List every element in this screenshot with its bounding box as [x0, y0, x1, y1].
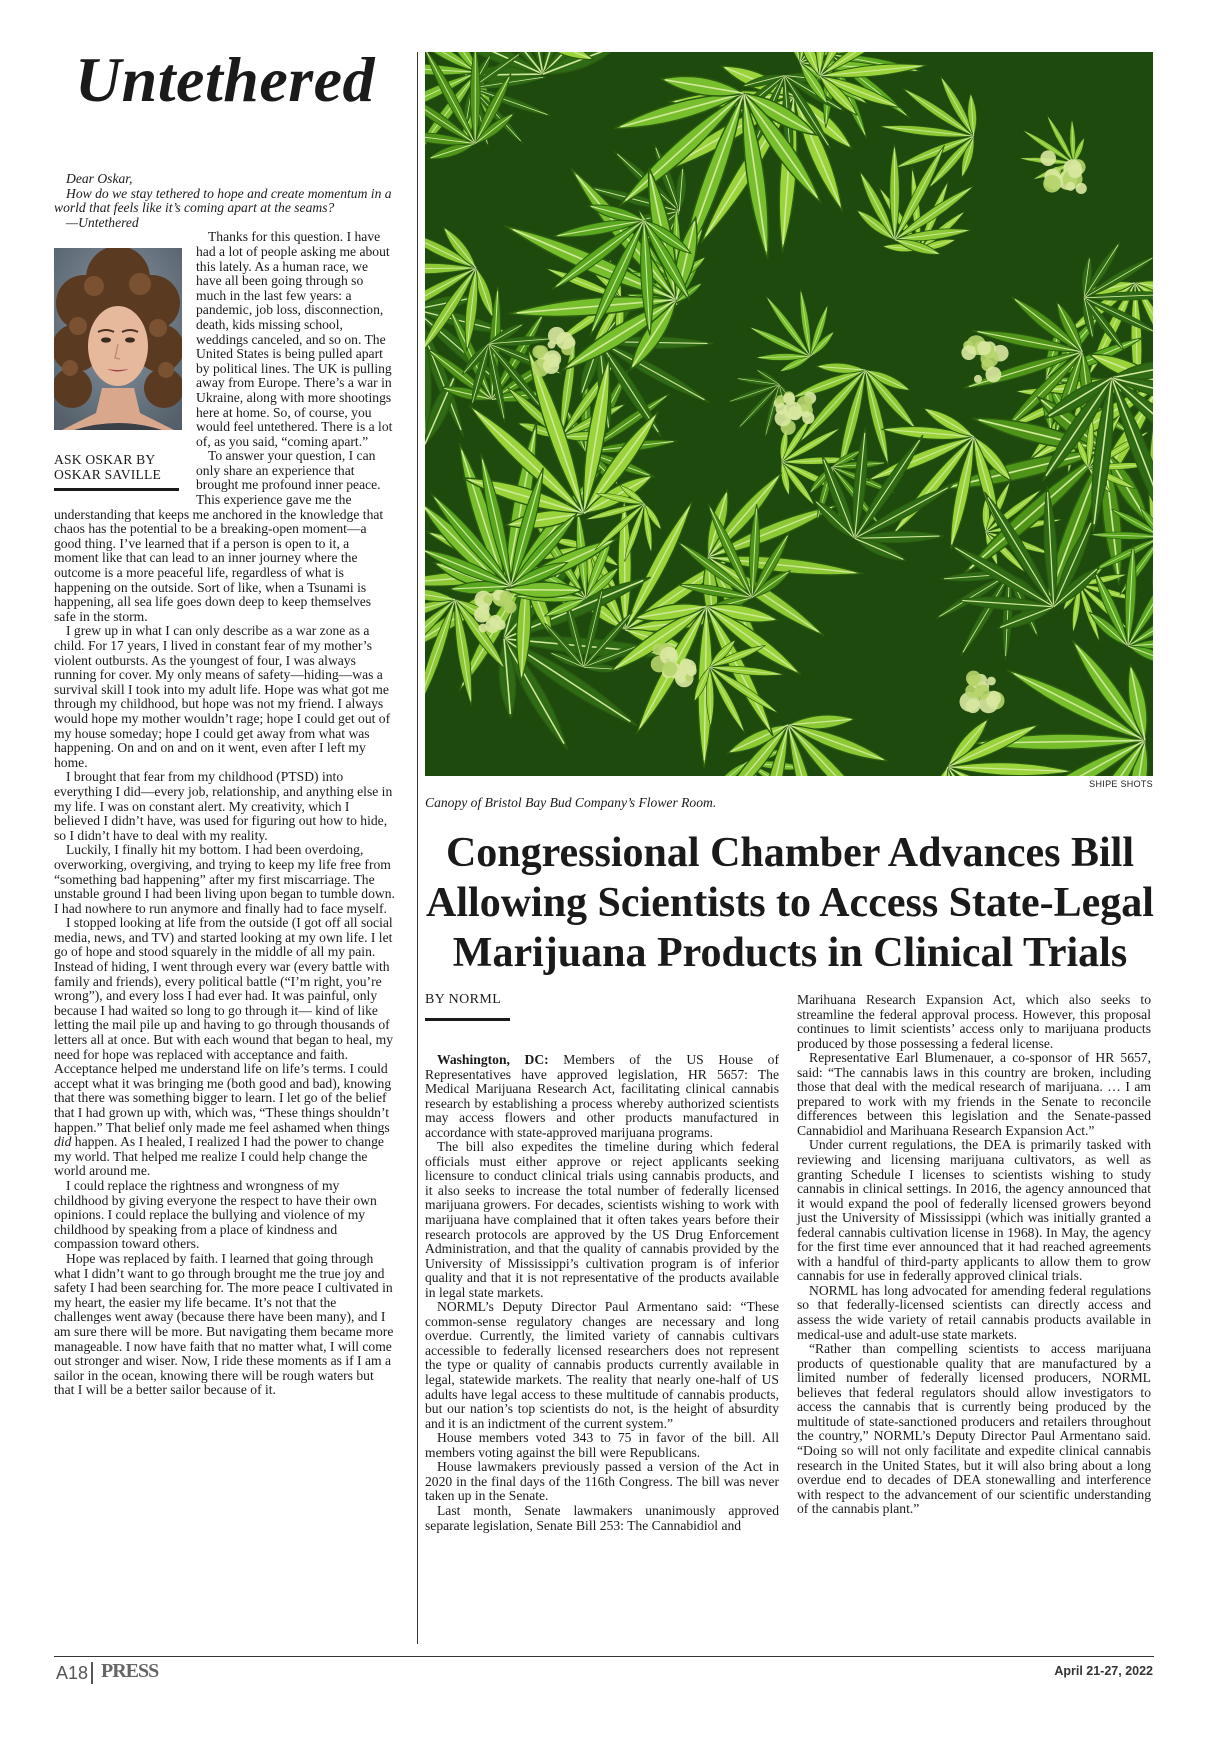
column-paragraph: Thanks for this question. I have had a lot of people asking me about this lately. As a human race, we have all been going through so much in the last few years: a pandemic, job loss, disconnection, death, kids missing school, weddings canceled, and so on. The United States is being pulled apart by political lines. The UK is pulling away from Europe. There’s a war in Ukraine, along with more shootings here at home. So, of course, you would feel untethered. There is a lot of, as you said, “coming apart.” — [196, 229, 393, 449]
footer-rule — [54, 1656, 1154, 1657]
letter-signature: —Untethered — [66, 214, 139, 230]
byline-line-2: OSKAR SAVILLE — [54, 467, 161, 483]
column-byline — [54, 452, 182, 482]
cannabis-leaves-illustration — [425, 52, 1153, 776]
article-paragraph: Under current regulations, the DEA is primarily tasked with reviewing and licensing marijuana cultivators, as well as granting Schedule I licenses to scientists wishing to study cannabis in clinical settings. In 2016, the agency announced that it would expand the pool of federally licensed growers beyond just the University of Mississippi (which was initially granted a federal cannabis cultivation license in 1968). In May, the agency for the first time ever announced that it had reached agreements with a handful of third-party applicants to allow them to grow cannabis for use in federally approved clinical trials. — [797, 1137, 1151, 1284]
emphasis-word: did — [54, 1134, 72, 1150]
article-byline: BY NORML — [425, 992, 502, 1007]
article-paragraph — [425, 1053, 779, 1140]
photo-caption: Canopy of Bristol Bay Bud Company’s Flower Room. — [425, 795, 717, 810]
letter-question: How do we stay tethered to hope and create momentum in a world that feels like it’s coming apart at the seams? — [54, 185, 392, 216]
column-divider — [417, 52, 418, 1644]
reader-letter — [54, 172, 396, 230]
column-paragraph: I grew up in what I can only describe as a war zone as a child. For 17 years, I lived in constant fear of my mother’s violent outbursts. As the youngest of four, I was always running for cover. My only means of safety—hiding—was a survival skill I took into my adult life. Hope was what got me through my childhood, but hope was not my friend. I always would hope my mother wouldn’t rage; hope I could get out of my house someday; hope I could get away from what was happening. On and on and on it went, even after I left my home. — [54, 623, 391, 770]
article-paragraph: Last month, Senate lawmakers unanimously approved separate legislation, Senate Bill 253: The Cannabidiol and — [425, 1502, 779, 1533]
column-title: Untethered — [74, 44, 376, 115]
column-paragraph: I could replace the rightness and wrongness of my childhood by giving everyone the respect to have their own opinions. I could replace the bullying and violence of my childhood by speaking from a place of kindness and compassion toward others. — [54, 1177, 377, 1252]
author-portrait — [54, 248, 182, 430]
article-paragraph: House lawmakers previously passed a version of the Act in 2020 in the final days of the 116th Congress. The bill was never taken up in the Senate. — [425, 1459, 779, 1504]
author-photo-block — [54, 248, 182, 491]
article-paragraph: “Rather than compelling scientists to access marijuana products of questionable quality that are manufactured by a limited number of federally licensed producers, NORML believes that federal regulators should allow investigators to access the cannabis that is currently being produced by the multitude of state-sanctioned producers and retailers throughout the country,” NORML’s Deputy Director Paul Armentano said. “Doing so will not only facilitate and expedite clinical cannabis research in the United States, but it will also bring about a long overdue end to decades of DEA stonewalling and interference with respect to the advancement of our scientific understanding of the cannabis plant.” — [797, 1341, 1151, 1517]
article-paragraph: Representative Earl Blumenauer, a co-sponsor of HR 5657, said: “The cannabis laws in this country are broken, including those that deal with the medical research of marijuana. … I am prepared to work with my friends in the Senate to reconcile differences between this legislation and the Senate-passed Cannabidiol and Marihuana Research Expansion Act.” — [797, 1050, 1151, 1138]
article-paragraph: Marihuana Research Expansion Act, which also seeks to streamline the federal approval process. However, this proposal continues to limit scientists’ access only to marijuana products produced by those possessing a federal license. — [797, 992, 1151, 1051]
column-paragraph: Hope was replaced by faith. I learned that going through what I didn’t want to go through brought me the true joy and safety I had been searching for. The more peace I cultivated in my heart, the easier my life became. It’s not that the challenges went away (because there have been many), and I am sure there will be more. But navigating them became more manageable. I now have faith that no matter what, I will come out stronger and wiser. Now, I ride these moments as if I am a sailor in the ocean, knowing there will be rough waters but that I will be a better sailor because of it. — [54, 1250, 394, 1398]
article-paragraph: The bill also expedites the timeline during which federal officials must either approve or reject applicants seeking licensure to conduct clinical trials using cannabis products, and it also seeks to increase the total number of federally licensed marijuana growers. For decades, scientists wishing to work with marijuana have complained that it often takes years before their research protocols are approved by the US Drug Enforcement Administration, and that the quality of cannabis provided by the University of Mississippi’s cultivation program is of inferior quality and that it is not representative of the products available in legal state markets. — [425, 1139, 779, 1300]
paragraph-text: Members of the US House of Representatives have approved legislation, HR 5657: The Medical Marijuana Research Act, facilitating clinical cannabis research by establishing a process whereby authorized scientists may access flowers and other products manufactured in accordance with state-approved marijuana programs. — [425, 1052, 779, 1140]
column-body — [54, 172, 396, 1398]
column-paragraph: To answer your question, I can only share an experience that brought me profound inner peace. This experience gave me the understanding that keeps me anchored in the knowledge that chaos has the potential to be a breaking-open moment—a good thing. I’ve learned that if a person is open to it, a moment like that can lead to an inner journey where the outcome is a more peaceful life, regardless of what is happening on the outside. Sort of like, when a Tsunami is happening, all sea life goes down deep to keep themselves safe in the storm. — [54, 448, 384, 624]
byline-rule — [425, 1018, 510, 1021]
footer-separator — [91, 1662, 93, 1684]
page-number: A18 — [56, 1663, 89, 1683]
byline-line-1: ASK OSKAR BY — [54, 452, 156, 468]
article-paragraph: NORML has long advocated for amending federal regulations so that federally-licensed scientists can directly access and assess the wide variety of retail cannabis products available in medical-use and adult-use state markets. — [797, 1282, 1151, 1342]
paragraph-text: I stopped looking at life from the outside (I got off all social media, news, and TV) and started looking at my own life. I let go of hope and stood squarely in the middle of all my pain. Instead of hiding, I went through every war (every battle with family and friends), every political battle (“I’m right, you’re wrong”), and every loss I had ever had. It was painful, only because I had waited so long to go through it— kind of like letting the mail pile up and having to go through thousands of letters all at once. But with each wound that began to heal, my need for hope was replaced with acceptance and faith. Acceptance helped me understand life on life’s terms. I could accept what it was bringing me (both good and bad), knowing that there was something bigger to learn. I let go of the belief that I had grown up with, which was, “These things shouldn’t happen.” That belief only made me feel ashamed when things — [54, 915, 393, 1135]
article-headline: Congressional Chamber Advances Bill Allowing Scientists to Access State-Legal Marijuana Products in Clinical Trials — [426, 830, 1154, 976]
issue-date: April 21-27, 2022 — [1054, 1664, 1153, 1678]
photo-credit: SHIPE SHOTS — [1089, 779, 1153, 789]
article-paragraph: House members voted 343 to 75 in favor of the bill. All members voting against the bill were Republicans. — [425, 1430, 779, 1460]
byline-rule — [54, 488, 179, 491]
article-paragraph: NORML’s Deputy Director Paul Armentano said: “These common-sense regulatory changes are necessary and long overdue. Currently, the limited variety of cannabis cultivars accessible to federally licensed researchers does not represent the type or quality of cannabis products currently available in legal, statewide markets. The reality that nearly one-half of US adults have legal access to these multitude of cannabis products, but our nation’s top scientists do not, is the height of absurdity and it is an indictment of the current system.” — [425, 1299, 779, 1431]
press-logo: PRESS — [101, 1660, 159, 1682]
paragraph-text: happen. As I healed, I realized I had the power to change my world. That helped me realize I could help change the world around me. — [54, 1134, 384, 1179]
cannabis-canopy-photo — [425, 52, 1153, 776]
dateline: Washington, DC: — [437, 1052, 549, 1067]
column-paragraph: I brought that fear from my childhood (PTSD) into everything I did—every job, relationship, and anything else in my life. I was on constant alert. My creativity, which I believed I didn’t have, was used for figuring out how to hide, so I didn’t have to deal with my reality. — [54, 769, 393, 843]
letter-salutation: Dear Oskar, — [66, 171, 133, 186]
column-paragraph: Luckily, I finally hit my bottom. I had been overdoing, overworking, overgiving, and trying to keep my life free from “something bad happening” after my first miscarriage. The unstable ground I had been living upon began to tumble down. I had nowhere to run anymore and finally had to face myself. — [54, 842, 395, 916]
article-column-2 — [797, 993, 1151, 1517]
column-paragraph — [54, 916, 396, 1179]
advice-column — [54, 40, 396, 1398]
article-column-1 — [425, 1053, 779, 1533]
